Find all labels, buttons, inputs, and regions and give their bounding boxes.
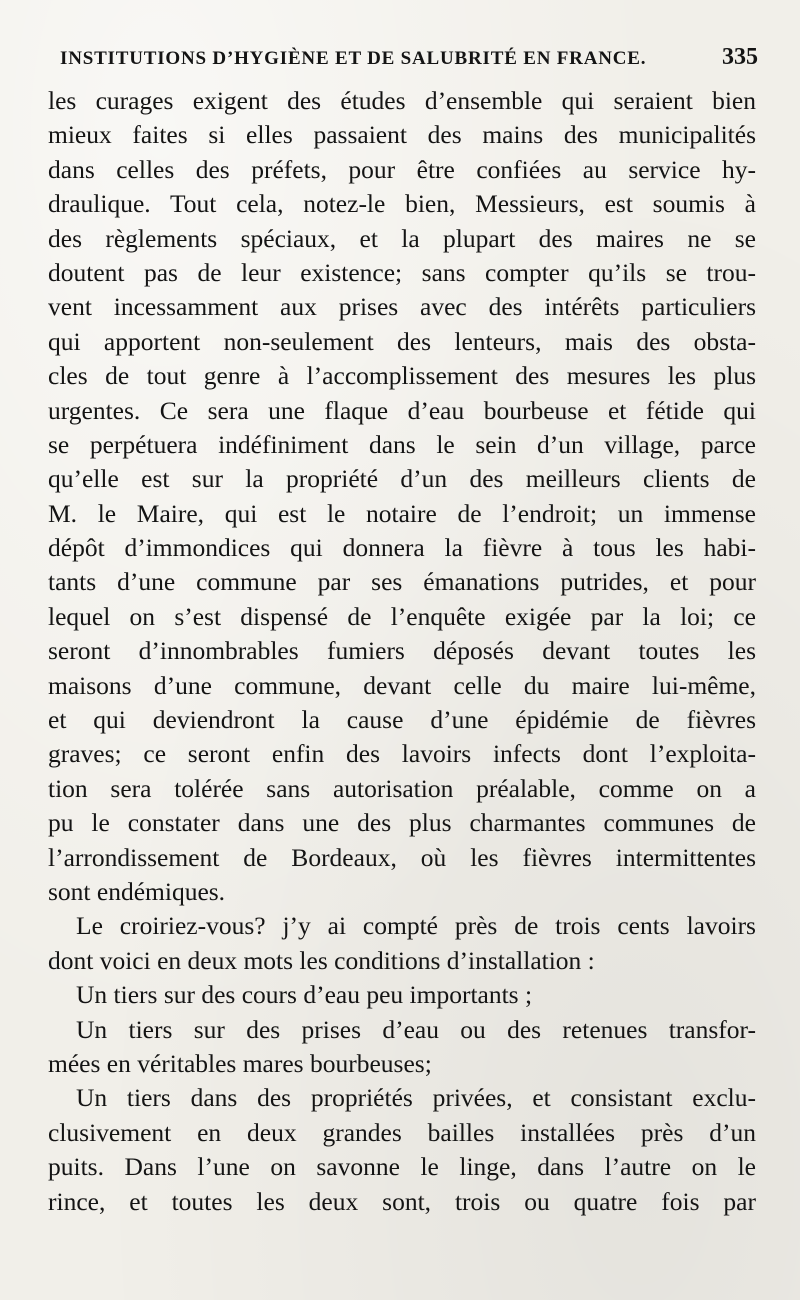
text-line: dans celles des préfets, pour être confiées au service hy- — [48, 154, 756, 184]
running-title: INSTITUTIONS D’HYGIÈNE ET DE SALUBRITÉ EN FRANCE. — [60, 48, 647, 69]
text-line: urgentes. Ce sera une flaque d’eau bourbeuse et fétide qui — [48, 395, 756, 425]
text-line: se perpétuera indéfiniment dans le sein d’un village, parce — [48, 429, 756, 459]
text-line: les curages exigent des études d’ensemble qui seraient bien — [48, 86, 756, 115]
text-line: sont endémiques. — [48, 876, 226, 906]
text-line: qui apportent non-seulement des lenteurs, mais des obsta- — [48, 326, 756, 356]
text-line: clusivement en deux grandes bailles installées près d’un — [48, 1117, 756, 1147]
text-line: dont voici en deux mots les conditions d’installation : — [48, 945, 595, 975]
text-line: M. le Maire, qui est le notaire de l’endroit; un immense — [48, 498, 756, 528]
page-number: 335 — [722, 44, 758, 70]
text-line: l’arrondissement de Bordeaux, où les fièvres intermittentes — [48, 842, 756, 872]
text-line: lequel on s’est dispensé de l’enquête exigée par la loi; ce — [48, 601, 756, 631]
text-line: seront d’innombrables fumiers déposés devant toutes les — [48, 636, 756, 666]
text-line: et qui deviendront la cause d’une épidémie de fièvres — [48, 705, 756, 735]
text-line: dépôt d’immondices qui donnera la fièvre à tous les habi- — [48, 533, 756, 563]
text-line: graves; ce seront enfin des lavoirs infects dont l’exploita- — [48, 739, 756, 769]
body-text — [48, 84, 756, 1219]
text-line: tants d’une commune par ses émanations putrides, et pour — [48, 567, 756, 597]
text-line: rince, et toutes les deux sont, trois ou quatre fois par — [48, 1186, 756, 1216]
text-line: draulique. Tout cela, notez-le bien, Messieurs, est soumis à — [48, 189, 756, 219]
text-line: cles de tout genre à l’accomplissement des mesures les plus — [48, 361, 756, 391]
text-line: Un tiers sur des cours d’eau peu importants ; — [76, 980, 533, 1010]
text-line: vent incessamment aux prises avec des intérêts particuliers — [48, 292, 756, 322]
text-line: pu le constater dans une des plus charmantes communes de — [48, 808, 756, 838]
text-line: puits. Dans l’une on savonne le linge, dans l’autre on le — [48, 1152, 756, 1182]
text-line: Un tiers dans des propriétés privées, et consistant exclu- — [76, 1083, 756, 1113]
text-line: doutent pas de leur existence; sans compter qu’ils se trou- — [48, 257, 756, 287]
text-line: Le croiriez-vous? j’y ai compté près de trois cents lavoirs — [76, 911, 756, 941]
text-line: mieux faites si elles passaient des mains des municipalités — [48, 120, 756, 150]
text-line: Un tiers sur des prises d’eau ou des retenues transfor- — [76, 1014, 756, 1044]
text-line: mées en véritables mares bourbeuses; — [48, 1048, 432, 1078]
page-header — [60, 44, 760, 78]
text-line: maisons d’une commune, devant celle du maire lui-même, — [48, 670, 756, 700]
text-line: des règlements spéciaux, et la plupart des maires ne se — [48, 223, 756, 253]
text-line: qu’elle est sur la propriété d’un des meilleurs clients de — [48, 464, 756, 494]
text-line: tion sera tolérée sans autorisation préalable, comme on a — [48, 773, 756, 803]
